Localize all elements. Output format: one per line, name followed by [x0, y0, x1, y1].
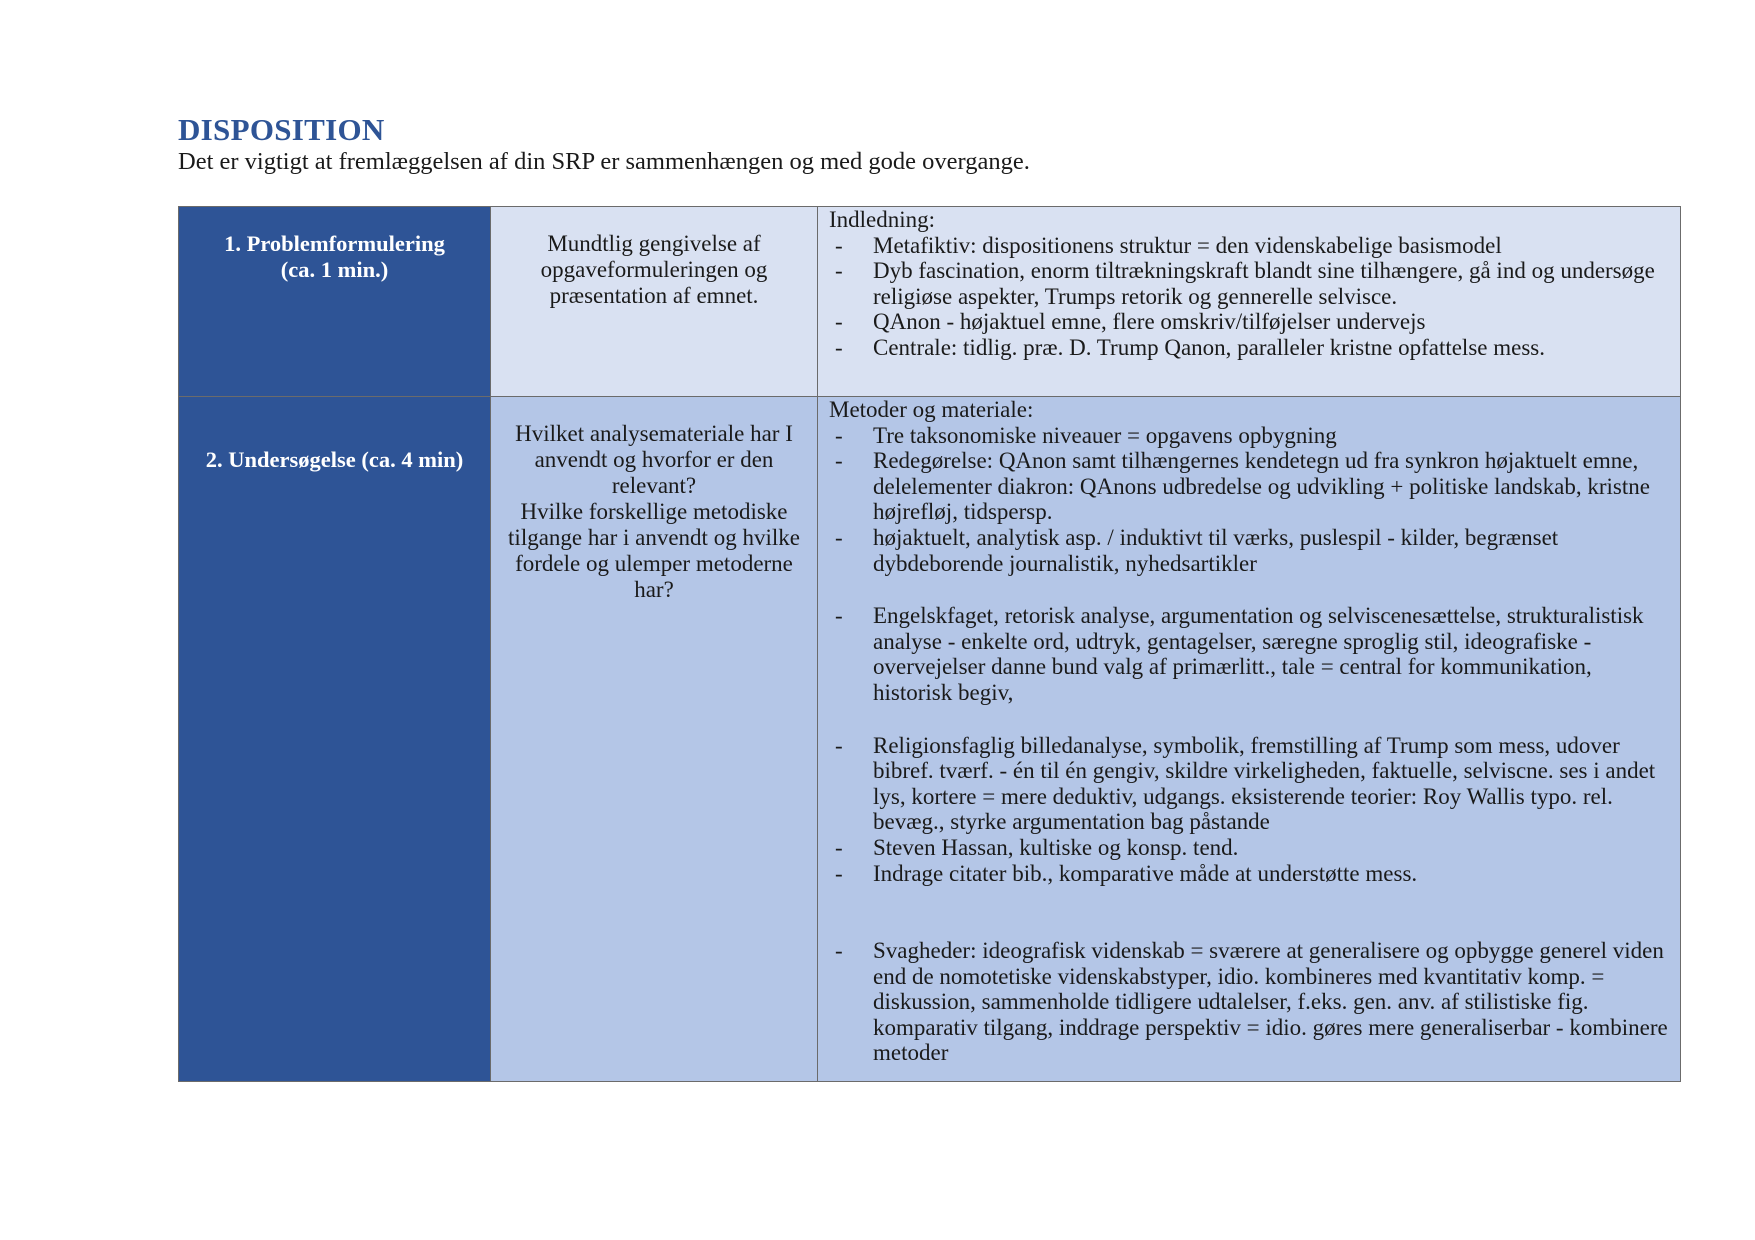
list-item: - Tre taksonomiske niveauer = opgavens opbygning [829, 423, 1668, 449]
list-item: - Svagheder: ideografisk videnskab = sværere at generalisere og opbygge generel viden end de nomotetiske videnskabstyper, idio. kombineres med kvantitativ komp. = diskussion, sammenholde tidligere udtalelser, f.eks. gen. anv. af stilistiske fig. komparativ tilgang, inddrage perspektiv = idio. gøres mere generaliserbar - kombinere metoder [829, 938, 1668, 1066]
table-row [179, 207, 1681, 397]
page-title: DISPOSITION [178, 112, 385, 147]
list-item: - Dyb fascination, enorm tiltrækningskraft blandt sine tilhængere, gå ind og undersøge religiøse aspekter, Trumps retorik og gennerelle selvisce. [829, 258, 1668, 309]
notes-cell [818, 397, 1681, 1082]
notes-list [829, 233, 1668, 361]
list-item: - Steven Hassan, kultiske og konsp. tend. [829, 835, 1668, 861]
section-label: 1. Problemformulering [224, 231, 445, 256]
question-cell [491, 397, 818, 1082]
question-cell [491, 207, 818, 397]
notes-heading: Metoder og materiale: [829, 397, 1034, 422]
list-item: - Redegørelse: QAnon samt tilhængernes kendetegn ud fra synkron højaktuelt emne, delelementer diakron: QAnons udbredelse og udvikling + politiske landskab, kristne højrefløj, tidspersp. [829, 448, 1668, 525]
section-label-cell [179, 397, 491, 1082]
list-item: - Centrale: tidlig. præ. D. Trump Qanon, paralleler kristne opfattelse mess. [829, 335, 1668, 361]
question-text: Hvilket analysemateriale har I anvendt og hvorfor er den relevant? Hvilke forskellige metodiske tilgange har i anvendt og hvilke fordele og ulemper metoderne har? [508, 421, 800, 602]
notes-cell [818, 207, 1681, 397]
list-item: - QAnon - højaktuel emne, flere omskriv/tilføjelser undervejs [829, 309, 1668, 335]
page-subtitle: Det er vigtigt at fremlæggelsen af din SRP er sammenhængen og med gode overgange. [178, 148, 1030, 175]
list-item: - højaktuelt, analytisk asp. / induktivt til værks, puslespil - kilder, begrænset dybdeborende journalistik, nyhedsartikler [829, 525, 1668, 576]
notes-heading: Indledning: [829, 207, 936, 232]
disposition-table [178, 206, 1681, 1082]
section-label-cell [179, 207, 491, 397]
list-item: - Religionsfaglig billedanalyse, symbolik, fremstilling af Trump som mess, udover bibref. tværf. - én til én gengiv, skildre virkeligheden, faktuelle, selviscne. ses i andet lys, kortere = mere deduktiv, udgangs. eksisterende teorier: Roy Wallis typo. rel. bevæg., styrke argumentation bag påstande [829, 733, 1668, 835]
list-item: - Indrage citater bib., komparative måde at understøtte mess. [829, 861, 1668, 887]
table-row [179, 397, 1681, 1082]
list-item: - Engelskfaget, retorisk analyse, argumentation og selviscenesættelse, strukturalistisk analyse - enkelte ord, udtryk, gentagelser, særegne sproglig stil, ideografiske - overvejelser danne bund valg af primærlitt., tale = central for kommunikation, historisk begiv, [829, 603, 1668, 705]
section-label: 2. Undersøgelse (ca. 4 min) [205, 447, 464, 472]
question-text: Mundtlig gengivelse af opgaveformuleringen og præsentation af emnet. [540, 231, 768, 308]
list-item: - Metafiktiv: dispositionens struktur = den videnskabelige basismodel [829, 233, 1668, 259]
notes-list [829, 423, 1668, 1066]
section-duration: (ca. 1 min.) [280, 257, 389, 282]
